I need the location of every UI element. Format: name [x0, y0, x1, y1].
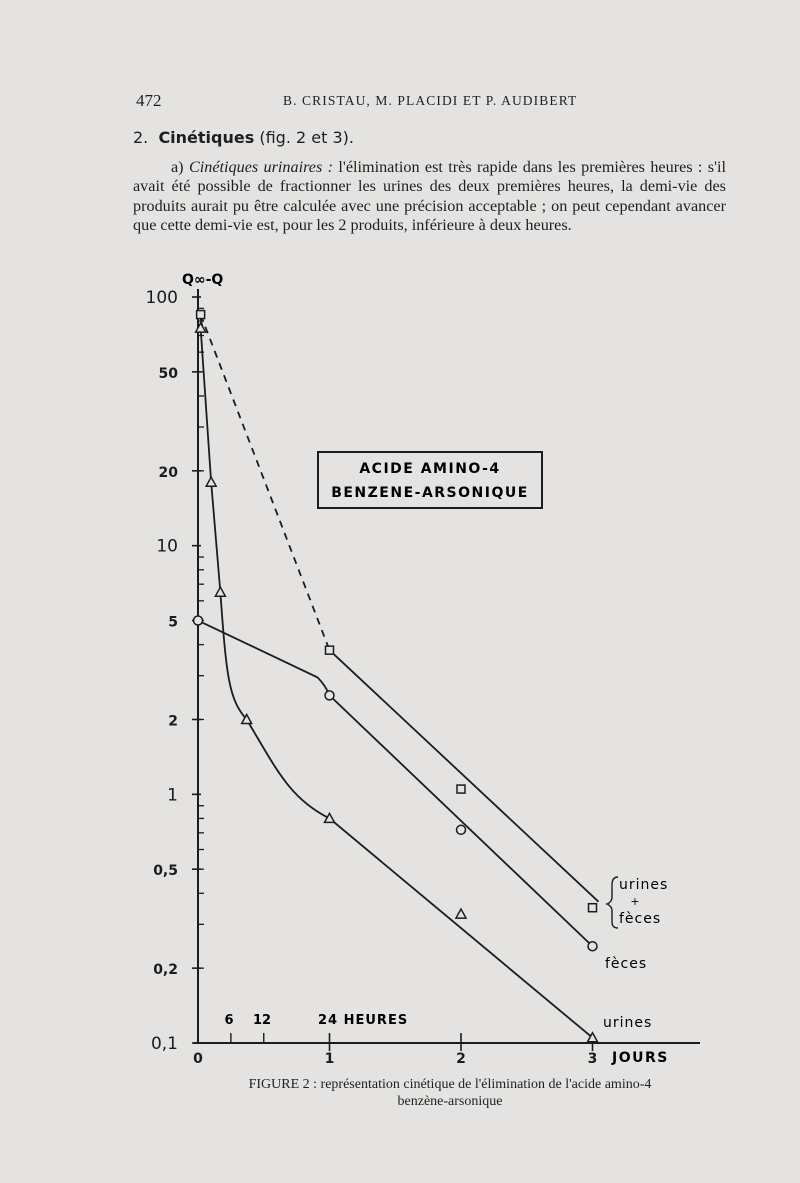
x-tick-label: 2 [456, 1051, 466, 1067]
marker-triangle [215, 587, 225, 596]
marker-square [326, 646, 334, 654]
y-tick-label: 0,5 [153, 863, 178, 880]
legend-brace [607, 877, 618, 928]
page-number: 472 [136, 91, 162, 110]
compound-box-line2: BENZENE-ARSONIQUE [331, 485, 529, 501]
curve-combined [330, 650, 599, 902]
y-tick-label: 10 [156, 536, 178, 557]
legend-combined-feces: fèces [619, 911, 662, 927]
x-tick-label: 3 [587, 1051, 598, 1067]
hour-tick-6: 6 [224, 1013, 234, 1028]
x-tick-label: 0 [193, 1051, 203, 1067]
running-head: B. CRISTAU, M. PLACIDI ET P. AUDIBERT [283, 93, 578, 108]
y-tick-label: 100 [145, 288, 178, 308]
section-ref: (fig. 2 et 3). [259, 128, 354, 147]
legend-feces: fèces [605, 956, 648, 972]
x-days-label: JOURS [612, 1050, 669, 1066]
marker-triangle [456, 909, 466, 918]
paragraph-lead-title: Cinétiques urinaires : [188, 158, 334, 176]
y-tick-label: 5 [168, 614, 178, 631]
figure-caption-line2: benzène-arsonique [397, 1094, 503, 1109]
figure-caption-line1: FIGURE 2 : représentation cinétique de l'élimination de l'acide amino-4 [248, 1077, 652, 1092]
y-tick-label: 1 [167, 785, 178, 806]
x-hours-label: 24 HEURES [318, 1013, 409, 1028]
curve-urines [201, 328, 593, 1038]
marker-circle [457, 825, 466, 834]
marker-square [589, 904, 597, 912]
marker-circle [325, 691, 334, 700]
y-tick-label: 0,1 [150, 1034, 178, 1054]
compound-box-line1: ACIDE AMINO-4 [359, 461, 501, 477]
x-tick-label: 1 [324, 1051, 335, 1067]
marker-square [457, 785, 465, 793]
y-tick-label: 20 [158, 464, 178, 481]
paragraph-text: l'élimination est très rapide dans les premières heures : s'il avait été possible de fractionner les urines des deux premières heures, la demi-vie des produits aurait pu être calculée avec une précision acceptable ; on peut cependant avancer que cette demi-vie est, pour les 2 produits, inférieure à deux heures. [133, 158, 726, 235]
hour-tick-12: 12 [252, 1013, 272, 1028]
curve-combined-dashed [201, 315, 330, 651]
marker-circle [194, 616, 203, 625]
y-tick-label: 0,2 [153, 962, 178, 979]
y-tick-label: 2 [168, 713, 178, 730]
marker-triangle [325, 813, 335, 822]
section-number: 2. [133, 128, 149, 147]
legend-combined-plus: + [630, 895, 640, 908]
chart-ticks [146, 288, 598, 1067]
figure-caption [170, 1076, 730, 1110]
marker-circle [588, 942, 597, 951]
y-tick-label: 50 [158, 365, 178, 382]
section-title: Cinétiques [158, 128, 255, 147]
chart-axes [194, 289, 700, 1043]
legend-combined-urines: urines [619, 877, 669, 893]
curve-feces [198, 621, 593, 947]
chart-curves [198, 315, 599, 1038]
legend-urines: urines [603, 1015, 653, 1031]
marker-square [197, 311, 205, 319]
y-axis-title: Q∞-Q [182, 272, 224, 288]
chart-markers [194, 311, 598, 1042]
paragraph-lead: a) [171, 158, 184, 176]
marker-triangle [206, 477, 216, 486]
